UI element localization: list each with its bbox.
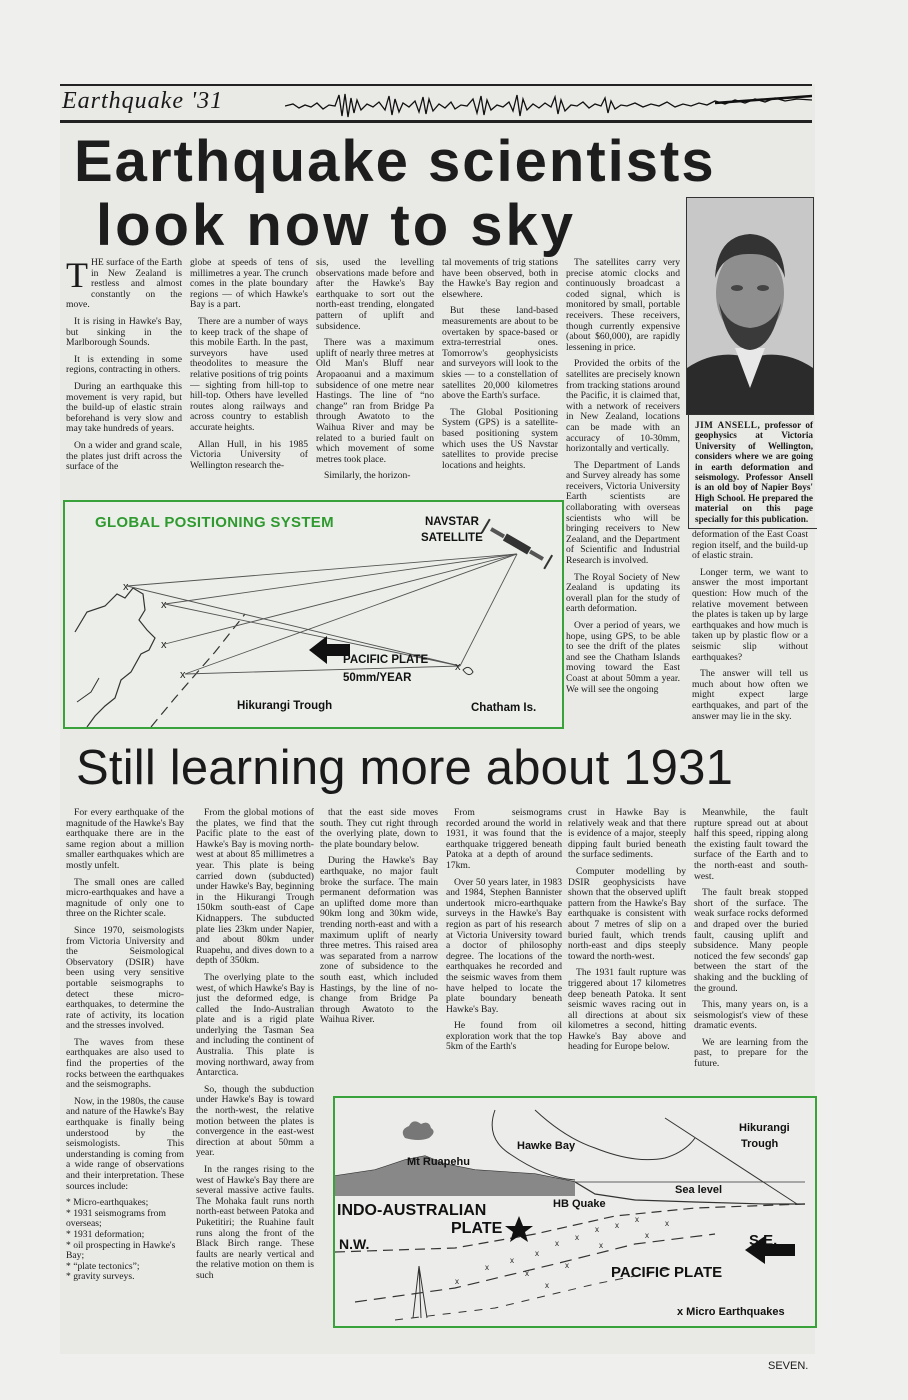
svg-text:x: x: [161, 599, 167, 611]
page-number: SEVEN.: [768, 1360, 809, 1372]
article1-column-2: globe at speeds of tens of millimetres a year. The crunch comes in the plate boundary regions — of which Hawke's Bay is a part. There are a number of ways to keep track of the shape of this mobile Earth. In the past, surveyors have used theodolites to measure the relative positions of trig points — sighting from hill-top to hill-top. Others have levelled routes along railways and across country to establish accurate heights. Allan Hull, in his 1985 Victoria University of Wellington research the-: [190, 258, 308, 471]
svg-text:x: x: [645, 1231, 649, 1240]
svg-text:x: x: [599, 1241, 603, 1250]
plate-label: PLATE: [451, 1220, 503, 1237]
trough-label: Trough: [741, 1138, 779, 1150]
svg-text:x: x: [455, 661, 461, 673]
svg-text:x: x: [535, 1249, 539, 1258]
micro-earthquakes-legend: x Micro Earthquakes: [677, 1306, 785, 1318]
svg-text:x: x: [123, 581, 129, 593]
article2-column-5: crust in Hawke Bay is relatively weak and that there is evidence of a major, steeply dipping fault buried beneath the surface sediments. Computer modelling by DSIR geophysicists have shown that the observed uplift pattern from the Hawke's Bay earthquake is consistent with about 7 metres of slip on a buried fault, which trends north-east and dips steeply toward the north-west. The 1931 fault rupture was triggered about 17 kilometres deep beneath Patoka. It sent seismic waves racing out in all directions at about six kilometres a second, hitting Hawke's Bay above and heading for Europe below.: [568, 808, 686, 1053]
article1-column-1: THE surface of the Earth in New Zealand is restless and almost constantly on the move. It is rising in Hawke's Bay, but sinking in the Marlborough Sounds. It is extending in some regions, contracting in others. During an earthquake this movement is very rapid, but the build-up of elastic strain beforehand is very slow and may take hundreds of years. On a wider and grand scale, the plates just drift across the surface of the: [66, 258, 182, 473]
north-west-label: N.W.: [339, 1236, 370, 1252]
section-header: Earthquake '31: [62, 88, 224, 114]
header-rule: [60, 120, 812, 123]
south-east-label: S.E.: [749, 1232, 778, 1249]
svg-text:x: x: [455, 1277, 459, 1286]
svg-text:x: x: [180, 669, 186, 681]
seismogram-graphic: [285, 90, 812, 120]
article2-column-4: From seismograms recorded around the world in 1931, it was found that the earthquake triggered beneath Patoka at a depth of around 17km. Over 50 years later, in 1983 and 1984, Stephen Bannister undertook micro-earthquake surveys in the Hawke's Bay region as part of his research at Victoria University toward a doctor of philosophy degree. The locations of the earthquakes he recorded and the seismic waves from them have helped to locate the plate boundary beneath Hawke's Bay. He found from oil exploration work that the top 5km of the Earth's: [446, 808, 562, 1053]
article2-column-6: Meanwhile, the fault rupture spread out at about half this speed, ripping along the existing fault toward the surface of the Earth and to the north-east and south-west. The fault break stopped short of the surface. The weak surface rocks deformed and draped over the buried fault, causing uplift and subsidence. Many people noticed the few seconds' gap between the start of the shaking and the buckling of the ground. This, many years on, is a seismologist's view of these dramatic events. We are learning from the past, to prepare for the future.: [694, 808, 808, 1070]
article1-column-5: The satellites carry very precise atomic clocks and continuously broadcast a coded signal, which is monitored by small, portable receivers. These receivers, though currently expensive (about $60,000), are rapidly lessening in price. Provided the orbits of the satellites are precisely known from tracking stations around the Pacific, it is claimed that, with a network of receivers in New Zealand, locations can be made with an accuracy of 10-30mm, horizontally and vertically. The Department of Lands and Survey already has some receivers, Victoria University Earth scientists are collaborating with overseas scientists who will be bringing receivers to New Zealand, and the Department of Scientific and Industrial Research is involved. The Royal Society of New Zealand is updating its overall plan for the study of earth deformation. Over a period of years, we hope, using GPS, to be able to see the drift of the plates and see the Chatham Islands moving toward the East Coast at about 50mm a year. We will see the ongoing: [566, 258, 680, 695]
sources-list: * Micro-earthquakes; * 1931 seismograms from overseas; * 1931 deformation; * oil prospecting in Hawke's Bay; * “plate tectonics”; * gravity surveys.: [66, 1197, 176, 1283]
svg-text:x: x: [575, 1233, 579, 1242]
navstar-label: NAVSTAR: [425, 516, 479, 528]
svg-text:x: x: [555, 1239, 559, 1248]
article2-column-3: that the east side moves south. They cut right through the overlying plate, down to the plate boundary below. During the Hawke's Bay earthquake, no major fault broke the surface. The main permanent deformation was an uplifted dome more than 90km long and 30km wide, trending north-east and with a maximum uplift of nearly three metres. This raised area was separated from a narrow zone of subsidence to the south east, which included Hastings, by the line of no-change from Bridge Pa through Awatoto to the Waihua River.: [320, 808, 438, 1026]
hikurangi-trough-label: Hikurangi Trough: [237, 700, 333, 712]
gps-diagram-title: GLOBAL POSITIONING SYSTEM: [95, 514, 334, 531]
pacific-plate-label: PACIFIC PLATE: [343, 654, 429, 666]
dropcap: T: [66, 258, 88, 295]
gps-diagram: [63, 500, 564, 729]
sea-level-label: Sea level: [675, 1184, 723, 1196]
gps-map-graphic: [65, 502, 562, 727]
svg-text:x: x: [545, 1281, 549, 1290]
article1-column-6: deformation of the East Coast region itself, and the build-up of elastic strain. Longer term, we want to answer the most important question: How much of the relative movement between the plates is taken up by large earthquakes and how much is taken up by plastic flow or a seismic slip without earthquakes? The answer will tell us much about how often we might expect large earthquakes, and part of the answer may lie in the sky.: [692, 530, 808, 722]
satellite-label: SATELLITE: [421, 532, 483, 544]
svg-text:x: x: [161, 639, 167, 651]
article1-column-4: tal movements of trig stations have been observed, both in the Hawke's Bay region and elsewhere. But these land-based measurements are about to be overtaken by space-based or extra-terrestrial ones. Tomorrow's geophysicists and surveyors will look to the skies — to a constellation of satellites 20,000 kilometres above the Earth's surface. The Global Positioning System (GPS) is a satellite-based positioning system which uses the US Navstar satellites to provide precise locations and heights.: [442, 258, 558, 471]
mt-ruapehu-label: Mt Ruapehu: [407, 1156, 470, 1168]
cross-section-diagram: [333, 1096, 817, 1328]
hb-quake-label: HB Quake: [553, 1198, 606, 1210]
headline-line-1: Earthquake scientists: [74, 129, 716, 194]
portrait-graphic: [687, 198, 813, 414]
hikurangi-label: Hikurangi: [739, 1122, 790, 1134]
chatham-islands-label: Chatham Is.: [471, 702, 537, 714]
article2-column-2: From the global motions of the plates, we find that the Pacific plate to the east of Hawke's Bay is moving north-west at about 85 millimetres a year. This plate is being carried down (subducted) under Hawke's Bay, beginning in the Hikurangi Trough 150km south-east of Cape Kidnappers. The subducted plate lies 23km under Napier, and about 80km under Ruapehu, and dives down to a depth of 350km. The overlying plate to the west, of which Hawke's Bay is just the deformed edge, is called the Indo-Australian plate and is a rigid plate underlying the Tasman Sea and including the continent of Australia. This plate is moving northward, away from Antarctica. So, though the subduction under Hawke's Bay is toward the north-west, the relative motion between the plates is convergence in the east-west direction at about 50mm a year. In the ranges rising to the west of Hawke's Bay there are several massive active faults. The Mohaka fault runs north north-east between Patoka and Puketitiri; the Ruahine fault runs along the front of the Black Birch range. These faults are nearly vertical and the relative motion on them is such: [196, 808, 314, 1281]
svg-text:x: x: [485, 1263, 489, 1272]
svg-text:x: x: [525, 1269, 529, 1278]
svg-text:x: x: [635, 1215, 639, 1224]
article1-column-3: sis, used the levelling observations made before and after the Hawke's Bay earthquake to sort out the north-east trending, elongated pattern of uplift and subsidence. There was a maximum uplift of nearly three metres at Old Man's Bluff near Aropaoanui and a maximum subsidence of one metre near Hastings. The line of “no change” ran from Bridge Pa through Awatoto to the Waihua River and may be related to a buried fault on which movement of some metres took place. Similarly, the horizon-: [316, 258, 434, 482]
jim-ansell-photo: [686, 197, 814, 415]
svg-text:x: x: [565, 1261, 569, 1270]
svg-text:x: x: [510, 1256, 514, 1265]
headline-2: Still learning more about 1931: [76, 741, 734, 795]
svg-text:x: x: [665, 1219, 669, 1228]
pacific-plate-section-label: PACIFIC PLATE: [611, 1264, 723, 1281]
indo-australian-label: INDO-AUSTRALIAN: [337, 1202, 487, 1219]
svg-text:x: x: [615, 1221, 619, 1230]
article2-column-1: For every earthquake of the magnitude of the Hawke's Bay earthquake there are in the same region about a million smaller earthquakes which are mostly unfelt. The small ones are called micro-earthquakes and have a magnitude of only one to three on the Richter scale. Since 1970, seismologists from Victoria University and the Seismological Observatory (DSIR) have been using very sensitive portable seismographs to detect these micro-earthquakes, to determine the rate of activity, its location and the stresses involved. The waves from these earthquakes are also used to find the properties of the rocks between the earthquakes and the seismographs. Now, in the 1980s, the cause and nature of the Hawke's Bay earthquake is finally being understood by the seismologists. This understanding is coming from a wide range of observations and their interpretation. These sources include: * Micro-earthquakes; * 1931 seismograms from overseas; * 1931 deformation; * oil prospecting in Hawke's Bay; * “plate tectonics”; * gravity surveys.: [66, 808, 184, 1283]
headline-line-2: look now to sky: [96, 193, 577, 258]
hawke-bay-label: Hawke Bay: [517, 1140, 576, 1152]
photo-caption: JIM ANSELL, professor of geophysics at Victoria University of Wellington, considers where we are going in earth deformation and seismology. Professor Ansell is an old boy of Napier Boys' High School. He prepared the material on this page specially for this publication.: [688, 414, 817, 529]
plate-speed-label: 50mm/YEAR: [343, 672, 412, 684]
svg-text:x: x: [595, 1225, 599, 1234]
top-rule: [60, 84, 812, 86]
